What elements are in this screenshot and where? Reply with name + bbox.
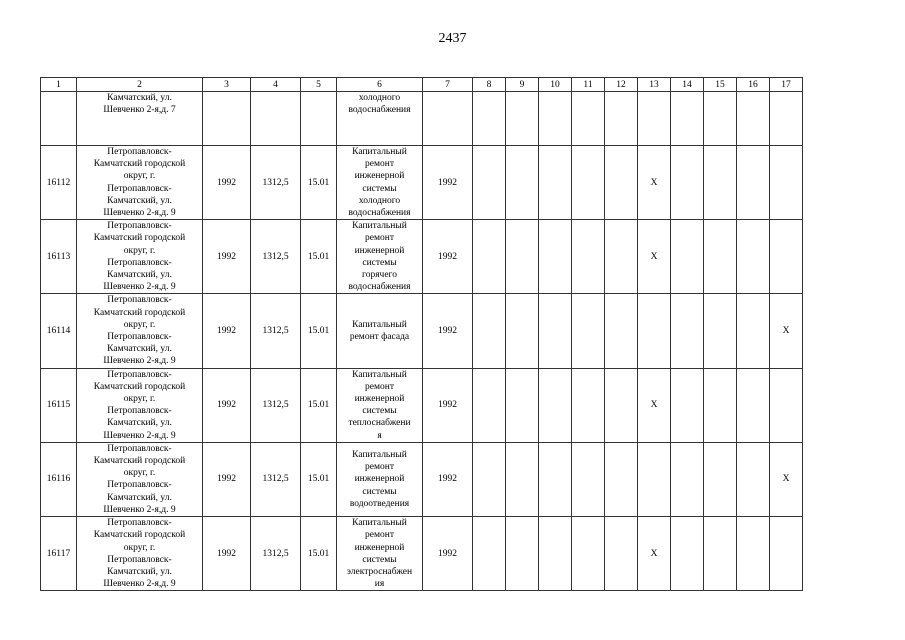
column-header: 8	[473, 78, 506, 92]
cell-empty	[506, 220, 539, 294]
cell-col17-mark	[770, 146, 803, 220]
column-header: 13	[638, 78, 671, 92]
cell-empty	[605, 368, 638, 442]
cell-id: 16117	[41, 517, 77, 591]
column-header: 9	[506, 78, 539, 92]
page-number: 2437	[438, 31, 467, 46]
cell-address: Петропавловск- Камчатский городской округ, г. Петропавловск- Камчатский, ул. Шевченко 2-я,д. 9	[77, 517, 203, 591]
cell-work-type: Капитальный ремонт фасада	[337, 294, 423, 368]
cell-empty	[737, 146, 770, 220]
cell-year: 1992	[203, 220, 251, 294]
column-header: 1	[41, 78, 77, 92]
cell-address: Петропавловск- Камчатский городской округ, г. Петропавловск- Камчатский, ул. Шевченко 2-я,д. 9	[77, 294, 203, 368]
cell-area: 1312,5	[251, 368, 301, 442]
cell-empty	[506, 517, 539, 591]
cell-address: Камчатский, ул. Шевченко 2-я,д. 7	[77, 92, 203, 146]
cell-work-type: холодного водоснабжения	[337, 92, 423, 146]
cell-code: 15.01	[301, 294, 337, 368]
cell-code: 15.01	[301, 368, 337, 442]
cell-empty	[605, 92, 638, 146]
cell-col17-mark	[770, 368, 803, 442]
cell-empty	[737, 220, 770, 294]
cell-empty	[572, 368, 605, 442]
cell-empty	[605, 146, 638, 220]
cell-address: Петропавловск- Камчатский городской округ, г. Петропавловск- Камчатский, ул. Шевченко 2-я,д. 9	[77, 146, 203, 220]
cell-area	[251, 92, 301, 146]
cell-id: 16116	[41, 442, 77, 516]
cell-id: 16112	[41, 146, 77, 220]
cell-year: 1992	[203, 517, 251, 591]
cell-address: Петропавловск- Камчатский городской округ, г. Петропавловск- Камчатский, ул. Шевченко 2-я,д. 9	[77, 220, 203, 294]
cell-year: 1992	[203, 442, 251, 516]
cell-empty	[539, 368, 572, 442]
cell-plan-year: 1992	[423, 220, 473, 294]
cell-id: 16114	[41, 294, 77, 368]
table-row	[41, 220, 803, 294]
cell-empty	[506, 92, 539, 146]
cell-work-type: Капитальный ремонт инженерной системы холодного водоснабжения	[337, 146, 423, 220]
cell-empty	[473, 442, 506, 516]
cell-id: 16113	[41, 220, 77, 294]
cell-plan-year: 1992	[423, 517, 473, 591]
cell-empty	[539, 92, 572, 146]
cell-empty	[704, 442, 737, 516]
cell-empty	[737, 368, 770, 442]
cell-empty	[473, 294, 506, 368]
cell-plan-year	[423, 92, 473, 146]
cell-code: 15.01	[301, 517, 337, 591]
cell-empty	[737, 517, 770, 591]
cell-work-type: Капитальный ремонт инженерной системы электроснабжен ия	[337, 517, 423, 591]
cell-empty	[704, 368, 737, 442]
cell-empty	[506, 442, 539, 516]
cell-empty	[638, 92, 671, 146]
cell-id: 16115	[41, 368, 77, 442]
cell-empty	[539, 146, 572, 220]
column-header: 16	[737, 78, 770, 92]
table-row	[41, 517, 803, 591]
cell-empty	[605, 294, 638, 368]
cell-empty	[704, 294, 737, 368]
cell-work-type: Капитальный ремонт инженерной системы теплоснабжени я	[337, 368, 423, 442]
cell-empty	[473, 517, 506, 591]
cell-empty	[605, 517, 638, 591]
table-row	[41, 146, 803, 220]
cell-id	[41, 92, 77, 146]
cell-empty	[737, 442, 770, 516]
cell-empty	[704, 146, 737, 220]
cell-empty	[671, 368, 704, 442]
cell-plan-year: 1992	[423, 146, 473, 220]
cell-address: Петропавловск- Камчатский городской округ, г. Петропавловск- Камчатский, ул. Шевченко 2-я,д. 9	[77, 368, 203, 442]
cell-plan-year: 1992	[423, 442, 473, 516]
table-row	[41, 294, 803, 368]
cell-empty	[572, 146, 605, 220]
cell-empty	[473, 368, 506, 442]
cell-plan-year: 1992	[423, 294, 473, 368]
cell-empty	[473, 146, 506, 220]
column-header: 5	[301, 78, 337, 92]
cell-col17-mark: X	[770, 294, 803, 368]
cell-col17-mark	[770, 517, 803, 591]
cell-empty	[539, 220, 572, 294]
cell-empty	[572, 220, 605, 294]
column-header: 17	[770, 78, 803, 92]
cell-empty	[671, 517, 704, 591]
cell-empty	[671, 92, 704, 146]
cell-empty	[506, 294, 539, 368]
cell-empty	[572, 92, 605, 146]
cell-area: 1312,5	[251, 517, 301, 591]
cell-col13-mark: X	[638, 517, 671, 591]
column-header: 7	[423, 78, 473, 92]
cell-col17-mark	[770, 220, 803, 294]
cell-empty	[473, 92, 506, 146]
cell-year: 1992	[203, 146, 251, 220]
cell-code: 15.01	[301, 442, 337, 516]
column-header: 12	[605, 78, 638, 92]
cell-empty	[572, 294, 605, 368]
column-header: 3	[203, 78, 251, 92]
column-header: 10	[539, 78, 572, 92]
cell-empty	[770, 92, 803, 146]
cell-empty	[671, 294, 704, 368]
cell-empty	[473, 220, 506, 294]
cell-empty	[737, 92, 770, 146]
cell-col13-mark	[638, 442, 671, 516]
cell-empty	[704, 517, 737, 591]
column-header: 2	[77, 78, 203, 92]
cell-empty	[737, 294, 770, 368]
cell-year	[203, 92, 251, 146]
cell-col13-mark: X	[638, 220, 671, 294]
cell-empty	[539, 294, 572, 368]
column-header: 6	[337, 78, 423, 92]
cell-empty	[704, 92, 737, 146]
cell-empty	[506, 146, 539, 220]
column-header: 11	[572, 78, 605, 92]
cell-col13-mark	[638, 294, 671, 368]
table-row	[41, 368, 803, 442]
cell-area: 1312,5	[251, 220, 301, 294]
cell-year: 1992	[203, 294, 251, 368]
cell-col17-mark: X	[770, 442, 803, 516]
cell-plan-year: 1992	[423, 368, 473, 442]
cell-empty	[572, 517, 605, 591]
cell-empty	[506, 368, 539, 442]
cell-empty	[671, 146, 704, 220]
column-header: 14	[671, 78, 704, 92]
cell-work-type: Капитальный ремонт инженерной системы горячего водоснабжения	[337, 220, 423, 294]
table-row	[41, 442, 803, 516]
column-header: 4	[251, 78, 301, 92]
continuation-row	[41, 92, 803, 146]
cell-area: 1312,5	[251, 146, 301, 220]
cell-work-type: Капитальный ремонт инженерной системы водоотведения	[337, 442, 423, 516]
cell-area: 1312,5	[251, 294, 301, 368]
cell-empty	[671, 220, 704, 294]
cell-code: 15.01	[301, 146, 337, 220]
registry-table	[40, 77, 803, 591]
column-number-row	[41, 78, 803, 92]
column-header: 15	[704, 78, 737, 92]
cell-year: 1992	[203, 368, 251, 442]
cell-empty	[572, 442, 605, 516]
cell-area: 1312,5	[251, 442, 301, 516]
cell-address: Петропавловск- Камчатский городской округ, г. Петропавловск- Камчатский, ул. Шевченко 2-я,д. 9	[77, 442, 203, 516]
cell-code: 15.01	[301, 220, 337, 294]
cell-empty	[671, 442, 704, 516]
cell-empty	[605, 442, 638, 516]
cell-empty	[539, 442, 572, 516]
cell-col13-mark: X	[638, 368, 671, 442]
cell-col13-mark: X	[638, 146, 671, 220]
cell-code	[301, 92, 337, 146]
cell-empty	[539, 517, 572, 591]
cell-empty	[605, 220, 638, 294]
cell-empty	[704, 220, 737, 294]
